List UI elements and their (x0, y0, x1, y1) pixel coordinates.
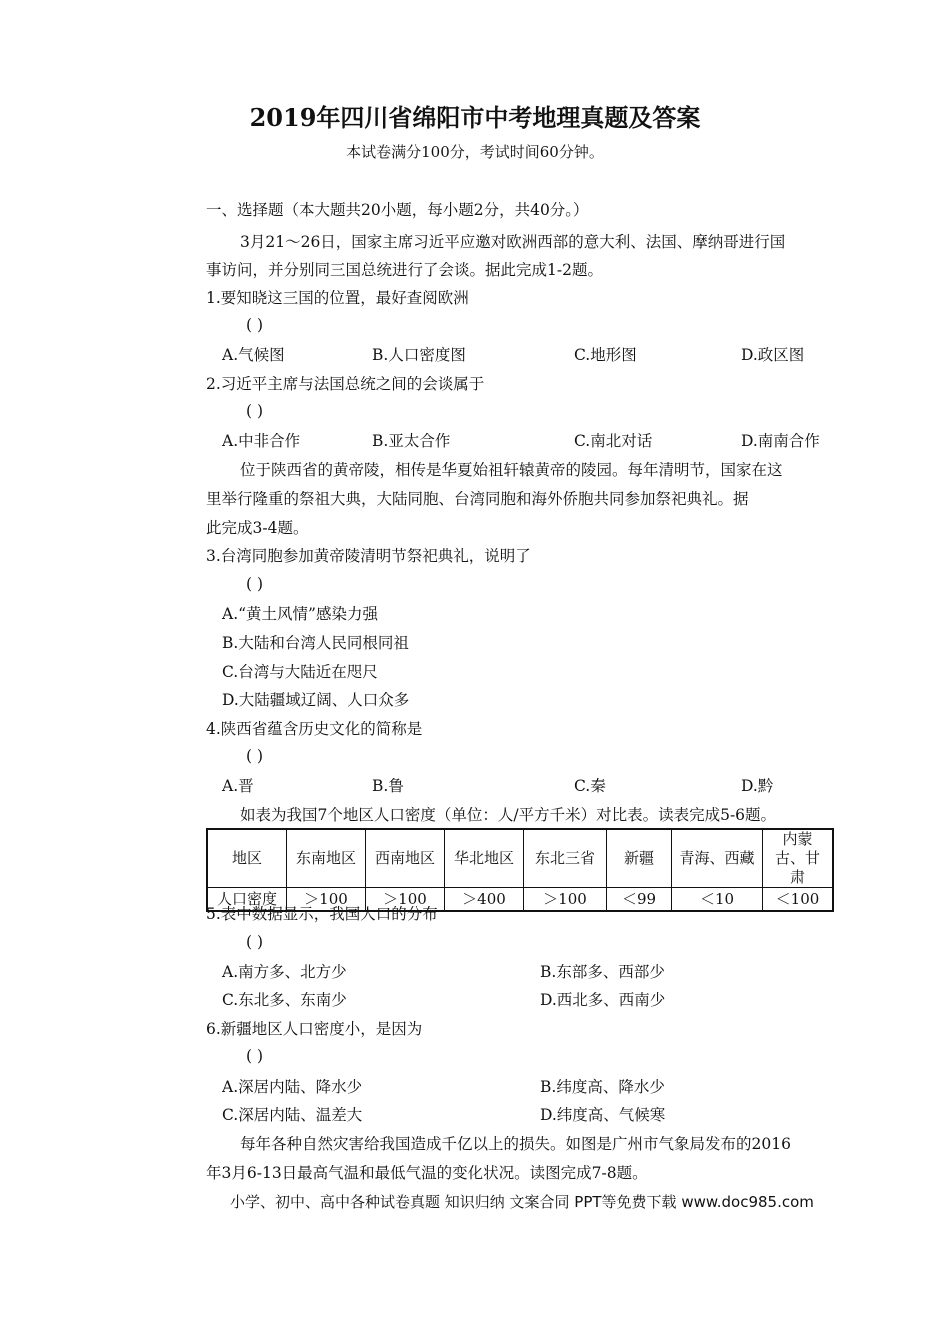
answer-blank: ( ) (246, 402, 264, 420)
population-density-table (206, 828, 834, 912)
table-cell: ＞100 (287, 888, 366, 912)
question-stem: 4.陕西省蕴含历史文化的简称是 (206, 720, 423, 738)
table-cell: 东北三省 (524, 829, 607, 888)
table-cell: ＜10 (672, 888, 763, 912)
table-header-row (207, 829, 833, 888)
question-stem: 3.台湾同胞参加黄帝陵清明节祭祀典礼，说明了 (206, 547, 531, 565)
intro-line: 3月21～26日，国家主席习近平应邀对欧洲西部的意大利、法国、摩纳哥进行国 (240, 233, 786, 251)
document-title: 2019年四川省绵阳市中考地理真题及答案 (249, 103, 701, 132)
option: D.政区图 (741, 346, 805, 364)
answer-blank: ( ) (246, 1047, 264, 1065)
section-heading: 一、选择题（本大题共20小题，每小题2分，共40分。） (206, 201, 589, 219)
option: C.地形图 (574, 346, 637, 364)
option: A.南方多、北方少 (222, 963, 347, 981)
intro-line: 里举行隆重的祭祖大典，大陆同胞、台湾同胞和海外侨胞共同参加祭祀典礼。据 (206, 490, 749, 508)
question-stem: 2.习近平主席与法国总统之间的会谈属于 (206, 375, 485, 393)
table-cell: 华北地区 (445, 829, 524, 888)
table-cell: 西南地区 (366, 829, 445, 888)
option: A.深居内陆、降水少 (222, 1078, 363, 1096)
intro-line: 每年各种自然灾害给我国造成千亿以上的损失。如图是广州市气象局发布的2016 (240, 1135, 791, 1153)
answer-blank: ( ) (246, 316, 264, 334)
table-cell: ＜99 (607, 888, 672, 912)
option: D.纬度高、气候寒 (540, 1106, 666, 1124)
option: C.东北多、东南少 (222, 991, 347, 1009)
intro-line: 年3月6-13日最高气温和最低气温的变化状况。读图完成7-8题。 (206, 1164, 648, 1182)
answer-blank: ( ) (246, 933, 264, 951)
footer-watermark: 小学、初中、高中各种试卷真题 知识归纳 文案合同 PPT等免费下载 www.doc985.com (230, 1193, 814, 1211)
table-cell: 东南地区 (287, 829, 366, 888)
option: D.黔 (741, 777, 774, 795)
option: A.中非合作 (222, 432, 301, 450)
option: C.台湾与大陆近在咫尺 (222, 663, 378, 681)
table-cell: 内蒙古、甘肃 (763, 829, 834, 888)
answer-blank: ( ) (246, 747, 264, 765)
option: B.人口密度图 (372, 346, 466, 364)
option: C.秦 (574, 777, 606, 795)
intro-line: 此完成3-4题。 (206, 519, 309, 537)
question-stem: 1.要知晓这三国的位置，最好查阅欧洲 (206, 289, 469, 307)
table-cell: ＞100 (524, 888, 607, 912)
option: D.大陆疆域辽阔、人口众多 (222, 691, 410, 709)
table-cell: ＜100 (763, 888, 834, 912)
exam-info: 本试卷满分100分，考试时间60分钟。 (346, 143, 604, 161)
option: C.深居内陆、温差大 (222, 1106, 363, 1124)
option: B.东部多、西部少 (540, 963, 665, 981)
option: D.南南合作 (741, 432, 820, 450)
table-cell: ＞400 (445, 888, 524, 912)
table-cell: 人口密度 (207, 888, 287, 912)
question-stem: 5.表中数据显示，我国人口的分布 (206, 905, 438, 923)
question-stem: 6.新疆地区人口密度小，是因为 (206, 1020, 423, 1038)
option: B.纬度高、降水少 (540, 1078, 665, 1096)
option: B.大陆和台湾人民同根同祖 (222, 634, 409, 652)
answer-blank: ( ) (246, 575, 264, 593)
option: A.晋 (222, 777, 254, 795)
table-cell: 地区 (207, 829, 287, 888)
option: C.南北对话 (574, 432, 653, 450)
table-cell: 青海、西藏 (672, 829, 763, 888)
table-cell: 新疆 (607, 829, 672, 888)
intro-line: 事访问，并分别同三国总统进行了会谈。据此完成1-2题。 (206, 261, 603, 279)
intro-line: 位于陕西省的黄帝陵，相传是华夏始祖轩辕黄帝的陵园。每年清明节，国家在这 (240, 461, 783, 479)
option: B.鲁 (372, 777, 404, 795)
option: A.“黄土风情”感染力强 (222, 605, 378, 623)
option: D.西北多、西南少 (540, 991, 666, 1009)
option: B.亚太合作 (372, 432, 451, 450)
option: A.气候图 (222, 346, 285, 364)
intro-line: 如表为我国7个地区人口密度（单位：人/平方千米）对比表。读表完成5-6题。 (240, 806, 777, 824)
table-cell: ＞100 (366, 888, 445, 912)
